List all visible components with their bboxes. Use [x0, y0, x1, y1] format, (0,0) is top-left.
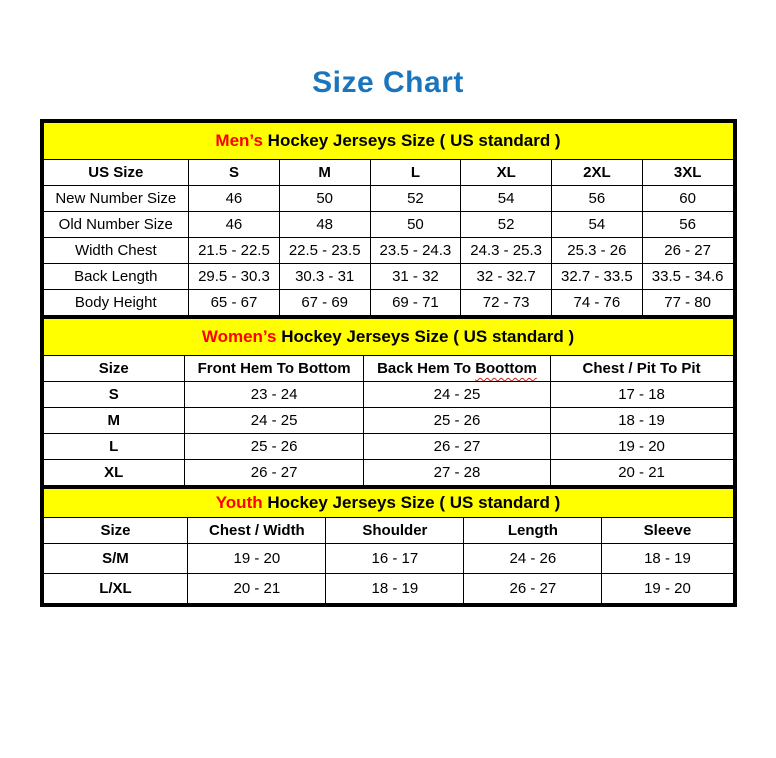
- size-chart-container: [40, 119, 737, 607]
- womens-section-title-highlight: Women’s: [201, 327, 277, 346]
- cell-value: 50: [370, 212, 461, 238]
- youth-section-title-row: [43, 488, 733, 518]
- mens-section-title-text: Hockey Jerseys Size ( US standard ): [262, 131, 561, 150]
- cell-value: 23.5 - 24.3: [370, 238, 461, 264]
- row-label: Back Length: [43, 264, 189, 290]
- column-header: S: [189, 160, 280, 186]
- table-row: [43, 460, 733, 486]
- header-row: [43, 160, 733, 186]
- womens-section-title-row: [43, 318, 733, 356]
- table-row: [43, 212, 733, 238]
- column-header: Shoulder: [326, 518, 464, 544]
- cell-value: 26 - 27: [184, 460, 363, 486]
- page-title: Size Chart: [312, 66, 464, 99]
- womens-section-title: [43, 318, 733, 356]
- cell-value: 20 - 21: [550, 460, 733, 486]
- column-header: US Size: [43, 160, 189, 186]
- cell-value: 19 - 20: [550, 434, 733, 460]
- cell-value: 52: [370, 186, 461, 212]
- cell-value: 56: [642, 212, 733, 238]
- header-row: [43, 356, 733, 382]
- column-header: Length: [464, 518, 602, 544]
- womens-section-title-text: Hockey Jerseys Size ( US standard ): [276, 327, 575, 346]
- cell-value: 20 - 21: [188, 574, 326, 604]
- cell-value: 18 - 19: [602, 544, 733, 574]
- cell-value: 72 - 73: [461, 290, 552, 316]
- cell-value: 50: [279, 186, 370, 212]
- table-row: [43, 408, 733, 434]
- cell-value: 77 - 80: [642, 290, 733, 316]
- mens-section-title-row: [43, 123, 733, 160]
- cell-value: 24 - 25: [184, 408, 363, 434]
- cell-value: 23 - 24: [184, 382, 363, 408]
- cell-value: 56: [552, 186, 643, 212]
- table-row: [43, 434, 733, 460]
- youth-section-title-text: Hockey Jerseys Size ( US standard ): [262, 493, 561, 512]
- cell-value: 26 - 27: [642, 238, 733, 264]
- cell-value: 26 - 27: [364, 434, 550, 460]
- column-header: XL: [461, 160, 552, 186]
- table-row: [43, 544, 733, 574]
- cell-value: 17 - 18: [550, 382, 733, 408]
- mens-section-title: [43, 123, 733, 160]
- cell-value: 52: [461, 212, 552, 238]
- cell-value: 18 - 19: [326, 574, 464, 604]
- cell-value: 54: [461, 186, 552, 212]
- cell-value: 46: [189, 212, 280, 238]
- cell-value: 26 - 27: [464, 574, 602, 604]
- row-label: L/XL: [43, 574, 188, 604]
- cell-value: 25.3 - 26: [552, 238, 643, 264]
- youth-section-title-highlight: Youth: [215, 493, 263, 512]
- cell-value: 19 - 20: [602, 574, 733, 604]
- row-label: Old Number Size: [43, 212, 189, 238]
- header-row: [43, 518, 733, 544]
- cell-value: 24 - 25: [364, 382, 550, 408]
- table-row: [43, 290, 733, 316]
- column-header: Chest / Width: [188, 518, 326, 544]
- row-label: S: [43, 382, 184, 408]
- row-label: Width Chest: [43, 238, 189, 264]
- cell-value: 60: [642, 186, 733, 212]
- cell-value: 19 - 20: [188, 544, 326, 574]
- row-label: S/M: [43, 544, 188, 574]
- cell-value: 32.7 - 33.5: [552, 264, 643, 290]
- row-label: New Number Size: [43, 186, 189, 212]
- cell-value: 69 - 71: [370, 290, 461, 316]
- cell-value: 32 - 32.7: [461, 264, 552, 290]
- table-row: [43, 264, 733, 290]
- youth-section-title: [43, 488, 733, 518]
- cell-value: 18 - 19: [550, 408, 733, 434]
- cell-value: 25 - 26: [184, 434, 363, 460]
- cell-value: 16 - 17: [326, 544, 464, 574]
- column-header: Size: [43, 518, 188, 544]
- cell-value: 29.5 - 30.3: [189, 264, 280, 290]
- column-header: Front Hem To Bottom: [184, 356, 363, 382]
- table-row: [43, 238, 733, 264]
- column-header: 2XL: [552, 160, 643, 186]
- cell-value: 74 - 76: [552, 290, 643, 316]
- cell-value: 24.3 - 25.3: [461, 238, 552, 264]
- cell-value: 67 - 69: [279, 290, 370, 316]
- cell-value: 31 - 32: [370, 264, 461, 290]
- cell-value: 27 - 28: [364, 460, 550, 486]
- table-row: [43, 382, 733, 408]
- column-header: 3XL: [642, 160, 733, 186]
- row-label: Body Height: [43, 290, 189, 316]
- womens-size-table: [43, 316, 734, 486]
- misspelled-word: Boottom: [475, 360, 537, 377]
- column-header: Back Hem To Boottom: [364, 356, 550, 382]
- cell-value: 22.5 - 23.5: [279, 238, 370, 264]
- column-header: Sleeve: [602, 518, 733, 544]
- column-header: L: [370, 160, 461, 186]
- column-header: Size: [43, 356, 184, 382]
- row-label: L: [43, 434, 184, 460]
- row-label: M: [43, 408, 184, 434]
- row-label: XL: [43, 460, 184, 486]
- table-row: [43, 186, 733, 212]
- column-header: Chest / Pit To Pit: [550, 356, 733, 382]
- cell-value: 54: [552, 212, 643, 238]
- table-row: [43, 574, 733, 604]
- mens-size-table: [43, 122, 734, 316]
- cell-value: 30.3 - 31: [279, 264, 370, 290]
- cell-value: 33.5 - 34.6: [642, 264, 733, 290]
- youth-size-table: [43, 486, 734, 604]
- cell-value: 48: [279, 212, 370, 238]
- mens-section-title-highlight: Men’s: [215, 131, 263, 150]
- cell-value: 21.5 - 22.5: [189, 238, 280, 264]
- cell-value: 24 - 26: [464, 544, 602, 574]
- cell-value: 65 - 67: [189, 290, 280, 316]
- cell-value: 25 - 26: [364, 408, 550, 434]
- column-header: M: [279, 160, 370, 186]
- cell-value: 46: [189, 186, 280, 212]
